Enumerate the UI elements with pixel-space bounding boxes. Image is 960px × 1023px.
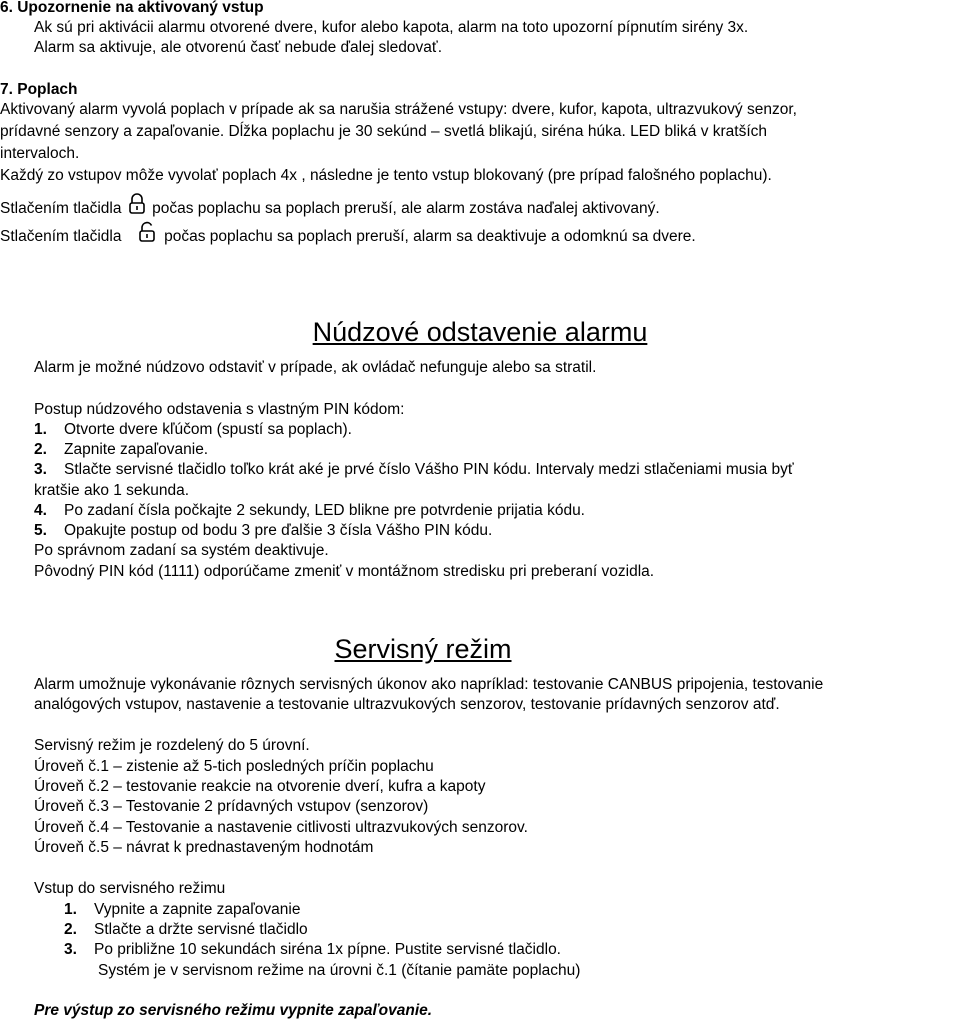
service-level-item: Úroveň č.2 – testovanie reakcie na otvorenie dverí, kufra a kapoty (34, 778, 486, 795)
section-7-paragraph-line-3: intervaloch. (0, 145, 80, 162)
service-exit-note: Pre výstup zo servisného režimu vypnite zapaľovanie. (34, 1002, 433, 1019)
emergency-step: 1. Otvorte dvere kľúčom (spustí sa poplach). (34, 421, 352, 438)
lock-button-instruction (0, 193, 660, 220)
service-entry-title: Vstup do servisného režimu (34, 880, 226, 897)
lock-instruction-suffix: počas poplachu sa poplach preruší, ale alarm zostáva naďalej aktivovaný. (152, 200, 660, 217)
service-level-item: Úroveň č.1 – zistenie až 5-tich posledných príčin poplachu (34, 758, 434, 775)
lock-open-icon (138, 221, 156, 248)
service-level-item: Úroveň č.5 – návrat k prednastaveným hodnotám (34, 839, 374, 856)
section-7-paragraph-2: Každý zo vstupov môže vyvolať poplach 4x , následne je tento vstup blokovaný (pre prípad falošného poplachu). (0, 167, 772, 184)
service-levels-title: Servisný režim je rozdelený do 5 úrovní. (34, 737, 310, 754)
lock-instruction-prefix: Stlačením tlačidla (0, 200, 122, 217)
service-intro-line-2: analógových vstupov, nastavenie a testovanie ultrazvukových senzorov, testovanie prídavných senzorov atď. (34, 696, 780, 713)
lock-closed-icon (128, 193, 146, 220)
unlock-button-instruction (0, 221, 696, 248)
service-level-item: Úroveň č.4 – Testovanie a nastavenie citlivosti ultrazvukových senzorov. (34, 819, 528, 836)
section-6-line-1: Ak sú pri aktivácii alarmu otvorené dvere, kufor alebo kapota, alarm na toto upozorní pípnutím sirény 3x. (34, 19, 749, 36)
section-7-title: 7. Poplach (0, 81, 78, 98)
emergency-step: 5. Opakujte postup od bodu 3 pre ďalšie 3 čísla Vášho PIN kódu. (34, 522, 493, 539)
service-heading: Servisný režim (334, 634, 512, 664)
emergency-step: 3. Stlačte servisné tlačidlo toľko krát aké je prvé číslo Vášho PIN kódu. Intervaly medzi stlačeniami musia byť (34, 461, 794, 478)
section-6-line-2: Alarm sa aktivuje, ale otvorenú časť nebude ďalej sledovať. (34, 39, 443, 56)
emergency-procedure-title: Postup núdzového odstavenia s vlastným PIN kódom: (34, 401, 405, 418)
service-entry-step: 2. Stlačte a držte servisné tlačidlo (64, 921, 308, 938)
service-intro-line-1: Alarm umožnuje vykonávanie rôznych servisných úkonov ako napríklad: testovanie CANBUS pripojenia, testovanie (34, 676, 824, 693)
service-entry-step: 3. Po približne 10 sekundách siréna 1x pípne. Pustite servisné tlačidlo. (64, 941, 561, 958)
unlock-instruction-prefix: Stlačením tlačidla (0, 228, 122, 245)
emergency-step-continuation: kratšie ako 1 sekunda. (34, 482, 190, 499)
emergency-heading: Núdzové odstavenie alarmu (312, 317, 648, 347)
unlock-instruction-suffix: počas poplachu sa poplach preruší, alarm sa deaktivuje a odomknú sa dvere. (164, 228, 696, 245)
emergency-step: 2. Zapnite zapaľovanie. (34, 441, 209, 458)
emergency-intro: Alarm je možné núdzovo odstaviť v prípade, ak ovládač nefunguje alebo sa stratil. (34, 359, 597, 376)
emergency-step: 4. Po zadaní čísla počkajte 2 sekundy, LED blikne pre potvrdenie prijatia kódu. (34, 502, 585, 519)
section-7-paragraph-line-1: Aktivovaný alarm vyvolá poplach v prípade ak sa narušia strážené vstupy: dvere, kufor, kapota, ultrazvukový senzor, (0, 101, 797, 118)
emergency-after-1: Po správnom zadaní sa systém deaktivuje. (34, 542, 329, 559)
service-entry-step: 1. Vypnite a zapnite zapaľovanie (64, 901, 301, 918)
service-entry-step-continuation: Systém je v servisnom režime na úrovni č.1 (čítanie pamäte poplachu) (98, 962, 581, 979)
section-7-paragraph-line-2: prídavné senzory a zapaľovanie. Dĺžka poplachu je 30 sekúnd – svetlá blikajú, siréna húka. LED bliká v kratších (0, 123, 768, 140)
section-6-title: 6. Upozornenie na aktivovaný vstup (0, 0, 264, 16)
service-level-item: Úroveň č.3 – Testovanie 2 prídavných vstupov (senzorov) (34, 798, 429, 815)
emergency-after-2: Pôvodný PIN kód (1111) odporúčame zmeniť v montážnom stredisku pri preberaní vozidla. (34, 563, 655, 580)
